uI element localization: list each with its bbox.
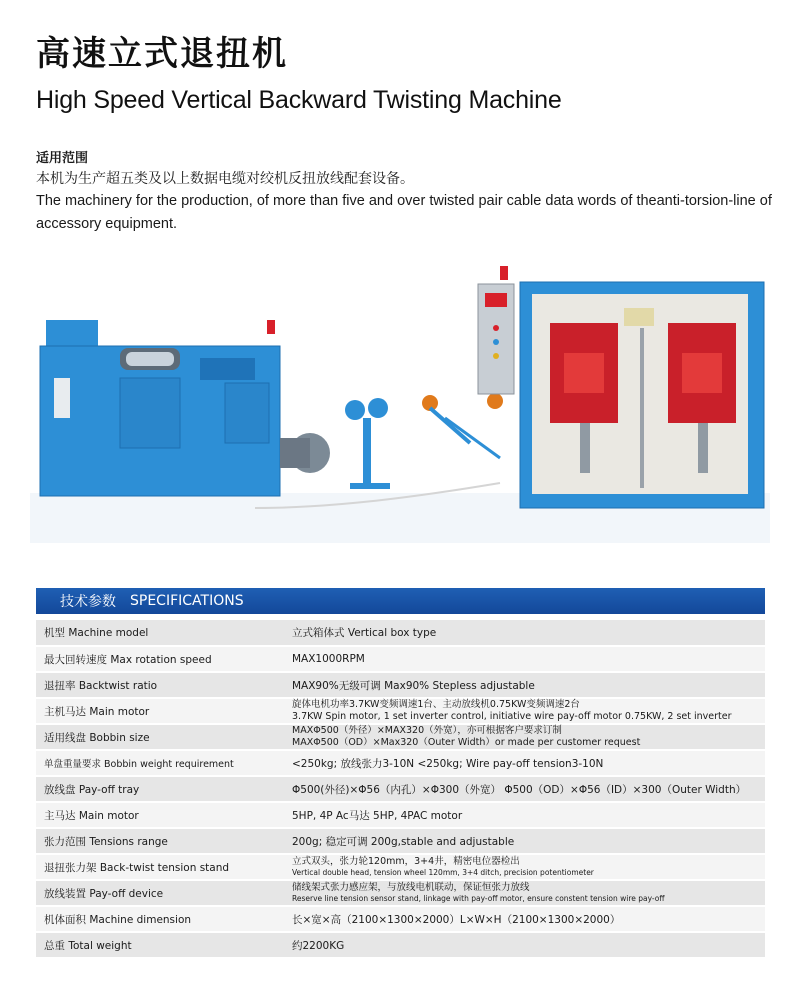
spec-label: 退扭张力架 Back-twist tension stand (36, 854, 272, 880)
tension-stand (345, 398, 390, 489)
application-text-cn: 本机为生产超五类及以上数据电缆对绞机反扭放线配套设备。 (36, 171, 414, 187)
application-heading: 适用范围 (36, 151, 89, 166)
application-text-en: The machinery for the production, of more than five and over twisted pair cable data words of theanti-torsion-line of accessory equipment. (36, 193, 772, 232)
spec-label: 主机马达 Main motor (36, 698, 272, 724)
spec-value (272, 880, 765, 906)
spec-header-en: SPECIFICATIONS (130, 593, 244, 609)
page-title-en: High Speed Vertical Backward Twisting Machine (36, 86, 562, 114)
machine-photo (30, 258, 770, 548)
spec-label: 放线装置 Pay-off device (36, 880, 272, 906)
spec-value-en: 3.7KW Spin motor, 1 set inverter control, initiative wire pay-off motor 0.75KW, 2 set inverter (292, 711, 732, 722)
spec-label: 退扭率 Backtwist ratio (36, 672, 272, 698)
spec-value (272, 698, 765, 724)
spec-value: MAX90%无级可调 Max90% Stepless adjustable (272, 672, 765, 698)
spec-value-cn: 储线架式张力感应架，与放线电机联动，保证恒张力放线 (292, 882, 530, 893)
spec-value: MAX1000RPM (272, 646, 765, 672)
twisting-unit-left (40, 320, 330, 496)
spec-label: 单盘重量要求 Bobbin weight requirement (36, 750, 272, 776)
spec-label: 总重 Total weight (36, 932, 272, 958)
spec-value: Φ500(外径)×Φ56（内孔）×Φ300（外宽） Φ500（OD）×Φ56（ID）×300（Outer Width） (272, 776, 765, 802)
spec-row (36, 750, 765, 776)
spec-value-en: Reserve line tension sensor stand, linkage with pay-off motor, ensure constent tension wire pay-off (292, 894, 665, 903)
spec-value-cn: MAXΦ500（外径）×MAX320（外宽），亦可根据客户要求订制 (292, 725, 562, 736)
spec-value: 5HP, 4P Ac马达 5HP, 4PAC motor (272, 802, 765, 828)
spec-header (36, 588, 765, 614)
twisting-cabinet-right (478, 266, 764, 508)
spec-label: 适用线盘 Bobbin size (36, 724, 272, 750)
spec-row (36, 880, 765, 906)
spec-row (36, 620, 765, 646)
spec-row (36, 932, 765, 958)
spec-row (36, 776, 765, 802)
spec-label: 放线盘 Pay-off tray (36, 776, 272, 802)
spec-row (36, 828, 765, 854)
spec-row (36, 672, 765, 698)
spec-table (36, 620, 765, 959)
spec-value: <250kg; 放线张力3-10N <250kg; Wire pay-off tension3-10N (272, 750, 765, 776)
spec-value-cn: 立式双头，张力轮120mm，3+4井，精密电位器检出 (292, 856, 520, 867)
spec-label: 最大回转速度 Max rotation speed (36, 646, 272, 672)
spec-row (36, 906, 765, 932)
page-title-cn: 高速立式退扭机 (36, 34, 288, 74)
spec-value: 约2200KG (272, 932, 765, 958)
spec-label: 张力范围 Tensions range (36, 828, 272, 854)
spec-row (36, 854, 765, 880)
spec-row (36, 724, 765, 750)
spec-row (36, 646, 765, 672)
spec-header-cn: 技术参数 (60, 594, 116, 610)
spec-label: 机型 Machine model (36, 620, 272, 646)
spec-label: 机体面积 Machine dimension (36, 906, 272, 932)
spec-value (272, 724, 765, 750)
spec-value: 立式箱体式 Vertical box type (272, 620, 765, 646)
spec-row (36, 698, 765, 724)
spec-value-cn: 旋体电机功率3.7KW变频调速1台、主动放线机0.75KW变频调速2台 (292, 699, 580, 710)
spec-label: 主马达 Main motor (36, 802, 272, 828)
pay-off-pulleys (422, 393, 503, 458)
spec-row (36, 802, 765, 828)
spec-value: 长×宽×高（2100×1300×2000）L×W×H（2100×1300×2000） (272, 906, 765, 932)
spec-value (272, 854, 765, 880)
spec-value: 200g; 稳定可调 200g,stable and adjustable (272, 828, 765, 854)
spec-value-en: MAXΦ500（OD）×Max320（Outer Width）or made per customer request (292, 737, 641, 748)
spec-value-en: Vertical double head, tension wheel 120mm, 3+4 ditch, precision potentiometer (292, 868, 594, 877)
